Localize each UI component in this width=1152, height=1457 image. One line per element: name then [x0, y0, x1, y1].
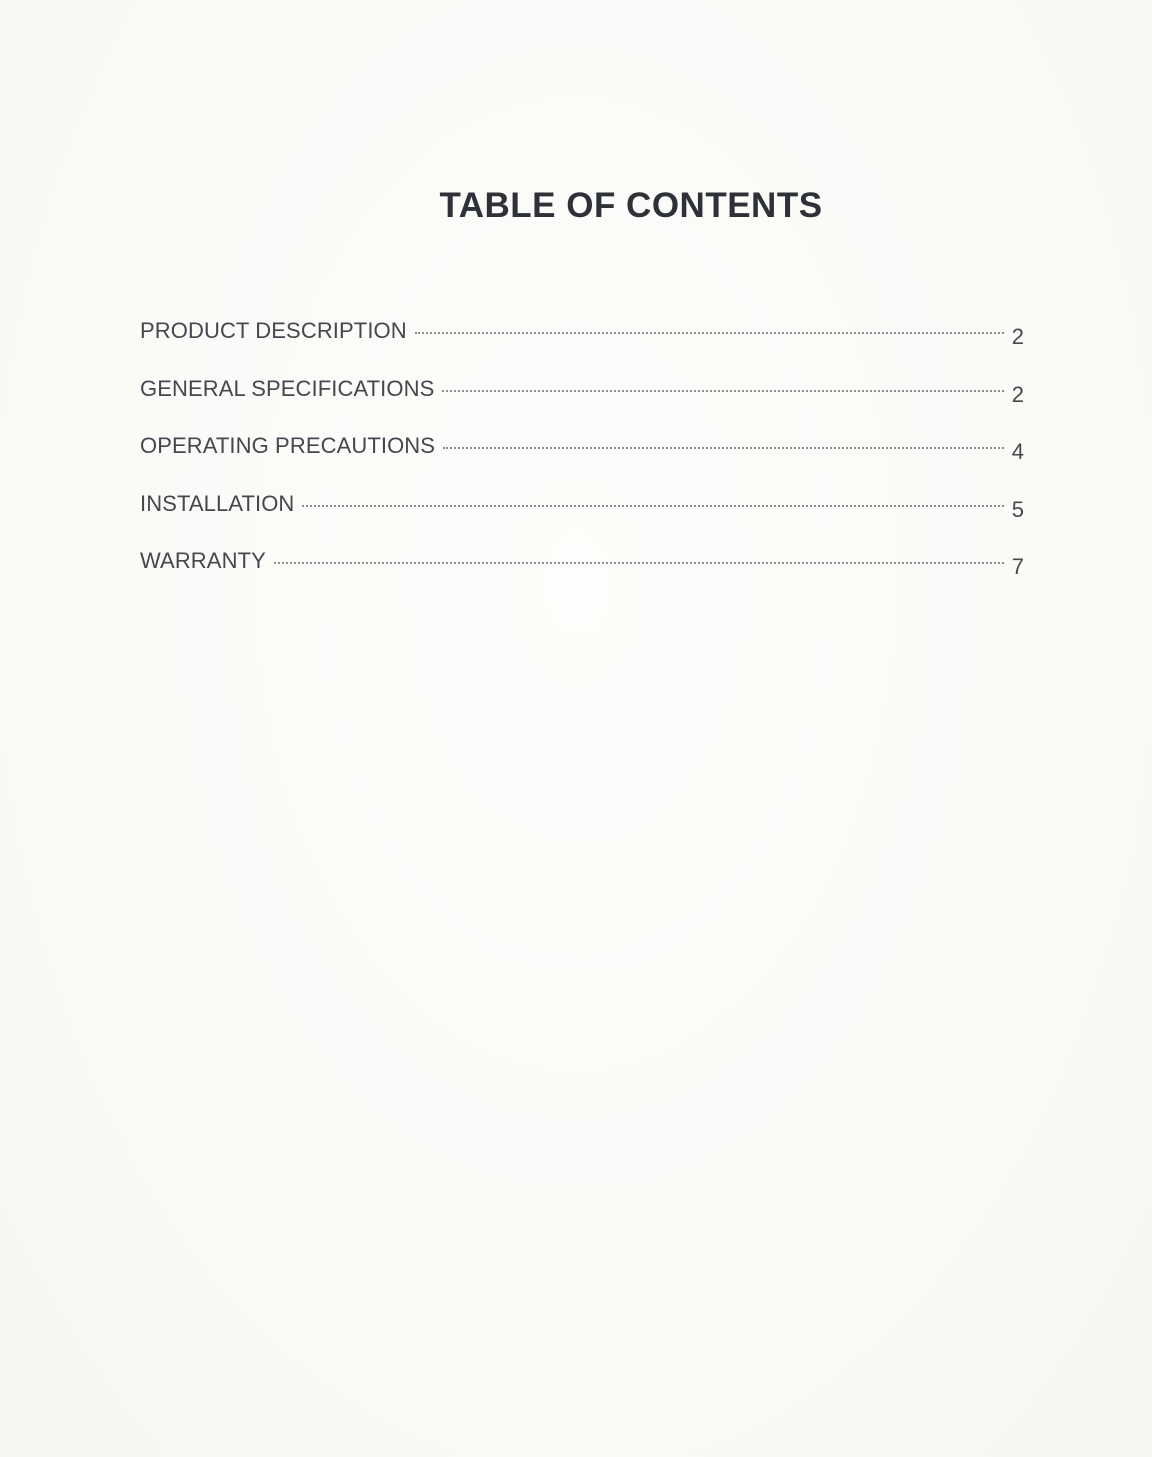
toc-entry-label: PRODUCT DESCRIPTION — [140, 318, 407, 343]
dot-leader — [274, 562, 1004, 564]
toc-entry-product-description — [140, 318, 1024, 376]
dot-leader — [415, 332, 1004, 334]
toc-entry-general-specifications — [140, 376, 1024, 434]
dot-leader — [442, 390, 1004, 392]
toc-entry-page-number: 2 — [1011, 381, 1024, 407]
toc-entry-page-number: 4 — [1011, 439, 1024, 464]
page-title: TABLE OF CONTENTS — [439, 186, 823, 225]
toc-entry-label: GENERAL SPECIFICATIONS — [140, 375, 435, 401]
toc-entry-page-number: 5 — [1011, 496, 1024, 522]
dot-leader — [443, 447, 1004, 449]
toc-entry-label: INSTALLATION — [140, 490, 295, 516]
toc-entry-page-number: 7 — [1011, 554, 1024, 579]
toc-entry-warranty — [140, 548, 1024, 606]
toc-entry-label: WARRANTY — [140, 548, 266, 573]
toc-entry-label: OPERATING PRECAUTIONS — [140, 433, 436, 458]
toc-entry-page-number: 2 — [1011, 324, 1024, 349]
toc-entry-operating-precautions — [140, 433, 1024, 491]
dot-leader — [302, 505, 1004, 507]
toc-entry-installation — [140, 491, 1024, 549]
table-of-contents — [140, 318, 1024, 606]
